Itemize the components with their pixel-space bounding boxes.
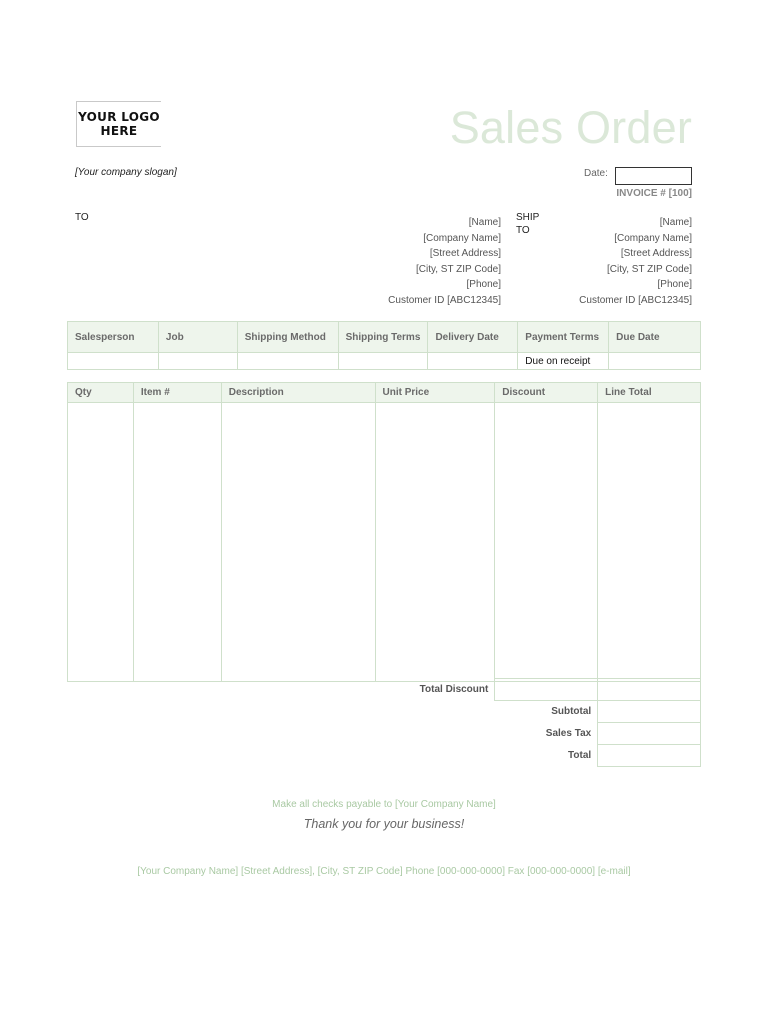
bill-to-phone: [Phone] <box>466 279 501 290</box>
thank-you-message: Thank you for your business! <box>303 817 465 831</box>
totals-table <box>380 678 701 767</box>
ship-to-name: [Name] <box>659 217 692 228</box>
ship-to-label-line-1: SHIP <box>516 212 540 223</box>
ship-to-label-line-2: TO <box>516 225 530 236</box>
description-column[interactable] <box>221 403 375 682</box>
header-payment-terms: Payment Terms <box>518 322 609 353</box>
header-due-date: Due Date <box>609 322 701 353</box>
header-description: Description <box>221 383 375 403</box>
order-info-header-row <box>68 322 701 353</box>
company-footer: [Your Company Name] [Street Address], [City, ST ZIP Code] Phone [000-000-0000] Fax [000-000-0000] [e-mail] <box>137 866 631 877</box>
line-total-column[interactable] <box>598 403 701 682</box>
total-row <box>380 745 701 767</box>
ship-to-street: [Street Address] <box>620 248 692 259</box>
company-logo-placeholder <box>76 101 161 147</box>
header-qty: Qty <box>68 383 134 403</box>
line-items-table <box>67 382 701 682</box>
total-label: Total <box>568 750 592 761</box>
invoice-number: INVOICE # [100] <box>616 188 692 199</box>
date-field[interactable] <box>615 167 692 185</box>
date-label: Date: <box>584 168 608 179</box>
total-value[interactable] <box>598 745 701 767</box>
total-discount-line-total[interactable] <box>598 679 701 701</box>
ship-to-phone: [Phone] <box>657 279 692 290</box>
company-slogan: [Your company slogan] <box>75 167 177 178</box>
ship-to-label <box>516 211 539 237</box>
ship-to-customer-id: Customer ID [ABC12345] <box>579 294 692 306</box>
ship-to-company: [Company Name] <box>614 232 692 244</box>
item-number-column[interactable] <box>133 403 221 682</box>
cell-shipping-terms[interactable] <box>338 353 428 370</box>
order-info-row <box>68 353 701 370</box>
ship-to-address <box>579 215 692 308</box>
header-item-number: Item # <box>133 383 221 403</box>
bill-to-street: [Street Address] <box>429 248 501 259</box>
logo-line-1: YOUR LOGO <box>78 110 160 124</box>
document-title: Sales Order <box>449 102 692 153</box>
header-discount: Discount <box>495 383 598 403</box>
line-items-header-row <box>68 383 701 403</box>
subtotal-value[interactable] <box>598 701 701 723</box>
header-salesperson: Salesperson <box>68 322 159 353</box>
bill-to-company: [Company Name] <box>423 232 501 244</box>
bill-to-customer-id: Customer ID [ABC12345] <box>388 294 501 306</box>
header-shipping-method: Shipping Method <box>237 322 338 353</box>
cell-salesperson[interactable] <box>68 353 159 370</box>
bill-to-city: [City, ST ZIP Code] <box>415 263 501 275</box>
logo-line-2: HERE <box>100 124 138 138</box>
bill-to-address <box>388 215 501 308</box>
ship-to-city: [City, ST ZIP Code] <box>606 263 692 275</box>
header-shipping-terms: Shipping Terms <box>338 322 428 353</box>
sales-tax-row <box>380 723 701 745</box>
checks-payable-note: Make all checks payable to [Your Company Name] <box>272 799 496 810</box>
sales-tax-value[interactable] <box>598 723 701 745</box>
bill-to-label: TO <box>75 212 89 223</box>
header-unit-price: Unit Price <box>375 383 495 403</box>
order-info-table <box>67 321 701 370</box>
cell-payment-terms[interactable]: Due on receipt <box>518 353 609 370</box>
header-line-total: Line Total <box>598 383 701 403</box>
qty-column[interactable] <box>68 403 134 682</box>
cell-job[interactable] <box>158 353 237 370</box>
line-items-body <box>68 403 701 682</box>
bill-to-name: [Name] <box>468 217 501 228</box>
cell-shipping-method[interactable] <box>237 353 338 370</box>
cell-delivery-date[interactable] <box>428 353 518 370</box>
total-discount-value[interactable] <box>495 679 598 701</box>
header-job: Job <box>158 322 237 353</box>
header-delivery-date: Delivery Date <box>428 322 518 353</box>
cell-due-date[interactable] <box>609 353 701 370</box>
subtotal-label: Subtotal <box>551 706 592 718</box>
total-discount-row <box>380 679 701 701</box>
discount-column[interactable] <box>495 403 598 682</box>
unit-price-column[interactable] <box>375 403 495 682</box>
total-discount-label: Total Discount <box>419 684 489 695</box>
subtotal-row <box>380 701 701 723</box>
sales-tax-label: Sales Tax <box>545 728 592 739</box>
